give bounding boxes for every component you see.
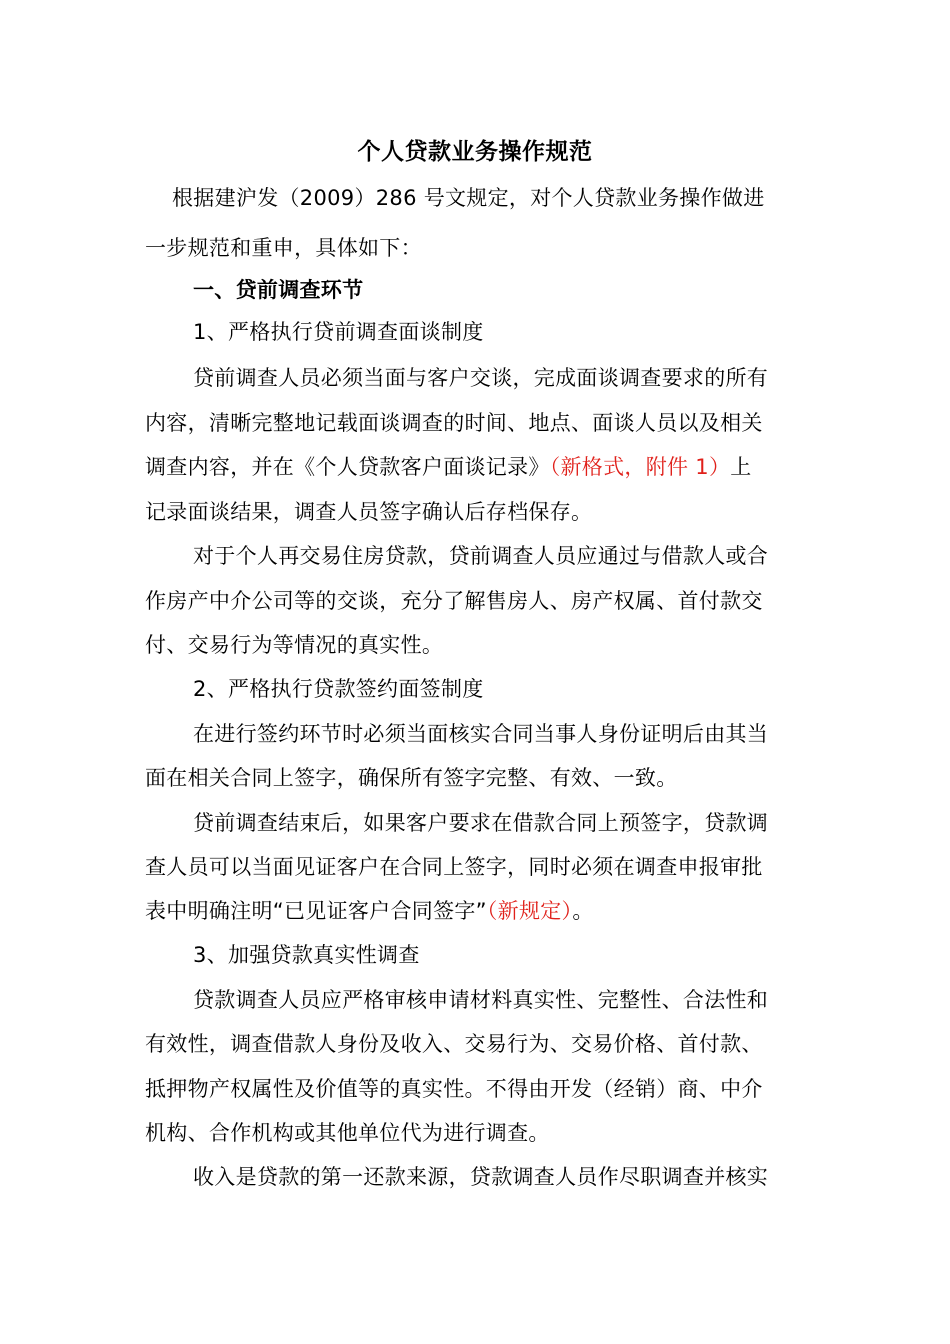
item-1-para-1-line-4: 记录面谈结果，调查人员签字确认后存档保存。 <box>145 500 593 524</box>
item-1-para-1-line-3-text: 调查内容，并在《个人贷款客户面谈记录》 <box>145 455 550 479</box>
item-2-para-1-line-2: 面在相关合同上签字，确保所有签字完整、有效、一致。 <box>145 766 678 790</box>
item-2-para-2-line-3-text: 表中明确注明“已见证客户合同签字” <box>145 899 487 923</box>
item-3-para-1-line-1: 贷款调查人员应严格审核申请材料真实性、完整性、合法性和 <box>193 988 769 1012</box>
item-2-para-2-line-2: 查人员可以当面见证客户在合同上签字，同时必须在调查申报审批 <box>145 855 763 879</box>
item-2-para-1-line-1: 在进行签约环节时必须当面核实合同当事人身份证明后由其当 <box>193 722 769 746</box>
item-1-heading: 1、严格执行贷前调查面谈制度 <box>193 320 484 344</box>
item-3-para-1-line-4: 机构、合作机构或其他单位代为进行调查。 <box>145 1121 550 1145</box>
document-title: 个人贷款业务操作规范 <box>357 139 593 165</box>
item-2-para-2-line-3-tail: 。 <box>572 899 594 923</box>
item-3-para-2-line-1: 收入是贷款的第一还款来源，贷款调查人员作尽职调查并核实 <box>193 1165 769 1189</box>
section-1-heading: 一、贷前调查环节 <box>193 278 364 302</box>
item-1-para-1-line-1: 贷前调查人员必须当面与客户交谈，完成面谈调查要求的所有 <box>193 366 769 390</box>
intro-line-1: 根据建沪发（2009）286 号文规定，对个人贷款业务操作做进 <box>172 186 765 210</box>
item-1-para-2-line-1: 对于个人再交易住房贷款，贷前调查人员应通过与借款人或合 <box>193 544 769 568</box>
item-2-heading: 2、严格执行贷款签约面签制度 <box>193 677 484 701</box>
item-1-para-2-line-3: 付、交易行为等情况的真实性。 <box>145 633 444 657</box>
new-rule-annotation: （新规定） <box>486 899 573 923</box>
item-3-para-1-line-2: 有效性，调查借款人身份及收入、交易行为、交易价格、首付款、 <box>145 1032 763 1056</box>
item-2-para-2-line-1: 贷前调查结束后，如果客户要求在借款合同上预签字，贷款调 <box>193 811 769 835</box>
item-1-para-1-line-3 <box>145 449 752 485</box>
item-1-para-1-line-3-tail: 上 <box>730 455 752 479</box>
item-2-para-2-line-3 <box>145 893 594 929</box>
intro-line-2: 一步规范和重申，具体如下： <box>145 236 422 260</box>
item-3-para-1-line-3: 抵押物产权属性及价值等的真实性。不得由开发（经销）商、中介 <box>145 1077 763 1101</box>
item-1-para-2-line-2: 作房产中介公司等的交谈，充分了解售房人、房产权属、首付款交 <box>145 589 763 613</box>
new-format-annotation: （新格式，附件 1） <box>549 455 731 479</box>
item-3-heading: 3、加强贷款真实性调查 <box>193 943 420 967</box>
item-1-para-1-line-2: 内容，清晰完整地记载面谈调查的时间、地点、面谈人员以及相关 <box>145 411 763 435</box>
